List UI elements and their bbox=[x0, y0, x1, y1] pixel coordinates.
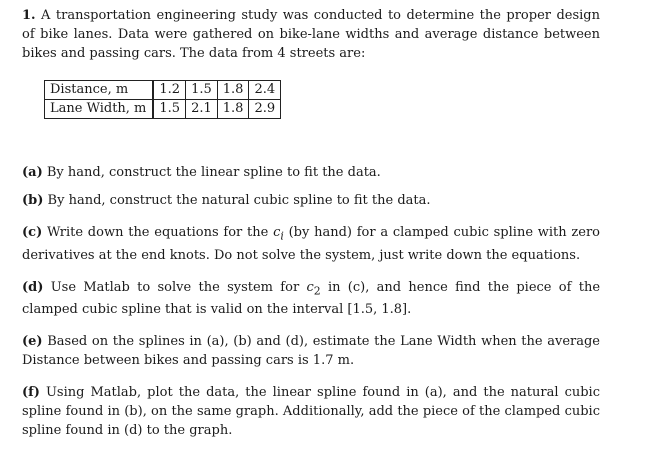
question-b bbox=[22, 191, 600, 210]
question-text-pre: Write down the equations for the bbox=[46, 225, 269, 240]
question-text-post: in (c), and hence find the piece of the clamped cubic spline that is valid on the interval [1.5, 1.8]. bbox=[22, 279, 601, 318]
problem-intro bbox=[22, 6, 600, 63]
question-d bbox=[22, 278, 600, 320]
question-text-pre: Use Matlab to solve the system for bbox=[50, 279, 300, 295]
table-cell: 2.1 bbox=[186, 100, 218, 119]
question-a bbox=[22, 163, 600, 182]
row-label-lane-width: Lane Width, m bbox=[45, 100, 154, 119]
question-label: (c) bbox=[22, 225, 43, 240]
math-variable: c bbox=[306, 279, 314, 295]
question-label: (f) bbox=[22, 385, 40, 401]
document-page bbox=[22, 6, 600, 440]
question-f bbox=[22, 383, 600, 440]
question-label: (d) bbox=[22, 279, 44, 295]
table-cell: 2.4 bbox=[249, 81, 281, 100]
table-cell: 1.5 bbox=[153, 100, 185, 119]
table-cell: 1.8 bbox=[217, 81, 249, 100]
table-row-lane-width bbox=[45, 100, 281, 119]
problem-number: 1. bbox=[22, 8, 36, 23]
table-cell: 2.9 bbox=[249, 100, 281, 119]
math-variable: c bbox=[273, 225, 281, 240]
table-cell: 1.5 bbox=[186, 81, 218, 100]
table-cell: 1.8 bbox=[217, 100, 249, 119]
question-text-post: (by hand) for a clamped cubic spline with zero derivatives at the end knots. Do not solve the system, just write down the equations. bbox=[22, 225, 600, 263]
question-text: By hand, construct the natural cubic spline to fit the data. bbox=[47, 193, 431, 208]
math-subscript: i bbox=[280, 229, 284, 243]
question-e bbox=[22, 332, 600, 370]
question-text: Based on the splines in (a), (b) and (d), estimate the Lane Width when the average Distance between bikes and passing cars is 1.7 m. bbox=[22, 334, 601, 369]
table-cell: 1.2 bbox=[153, 81, 185, 100]
question-text: By hand, construct the linear spline to fit the data. bbox=[46, 165, 381, 180]
data-table bbox=[44, 80, 281, 119]
table-row-distance bbox=[45, 81, 281, 100]
question-c bbox=[22, 223, 600, 265]
question-label: (b) bbox=[22, 193, 44, 208]
question-text: Using Matlab, plot the data, the linear spline found in (a), and the natural cubic spline found in (b), on the same graph. Additionally, add the piece of the clamped cubic spline found in (d) to the graph. bbox=[22, 385, 600, 439]
problem-intro-text: A transportation engineering study was conducted to determine the proper design of bike lanes. Data were gathered on bike-lane widths and average distance between bikes and passing cars. The data from 4 streets are: bbox=[22, 8, 600, 61]
question-label: (a) bbox=[22, 165, 43, 180]
math-subscript: 2 bbox=[313, 284, 321, 298]
row-label-distance: Distance, m bbox=[45, 81, 154, 100]
question-label: (e) bbox=[22, 334, 43, 350]
